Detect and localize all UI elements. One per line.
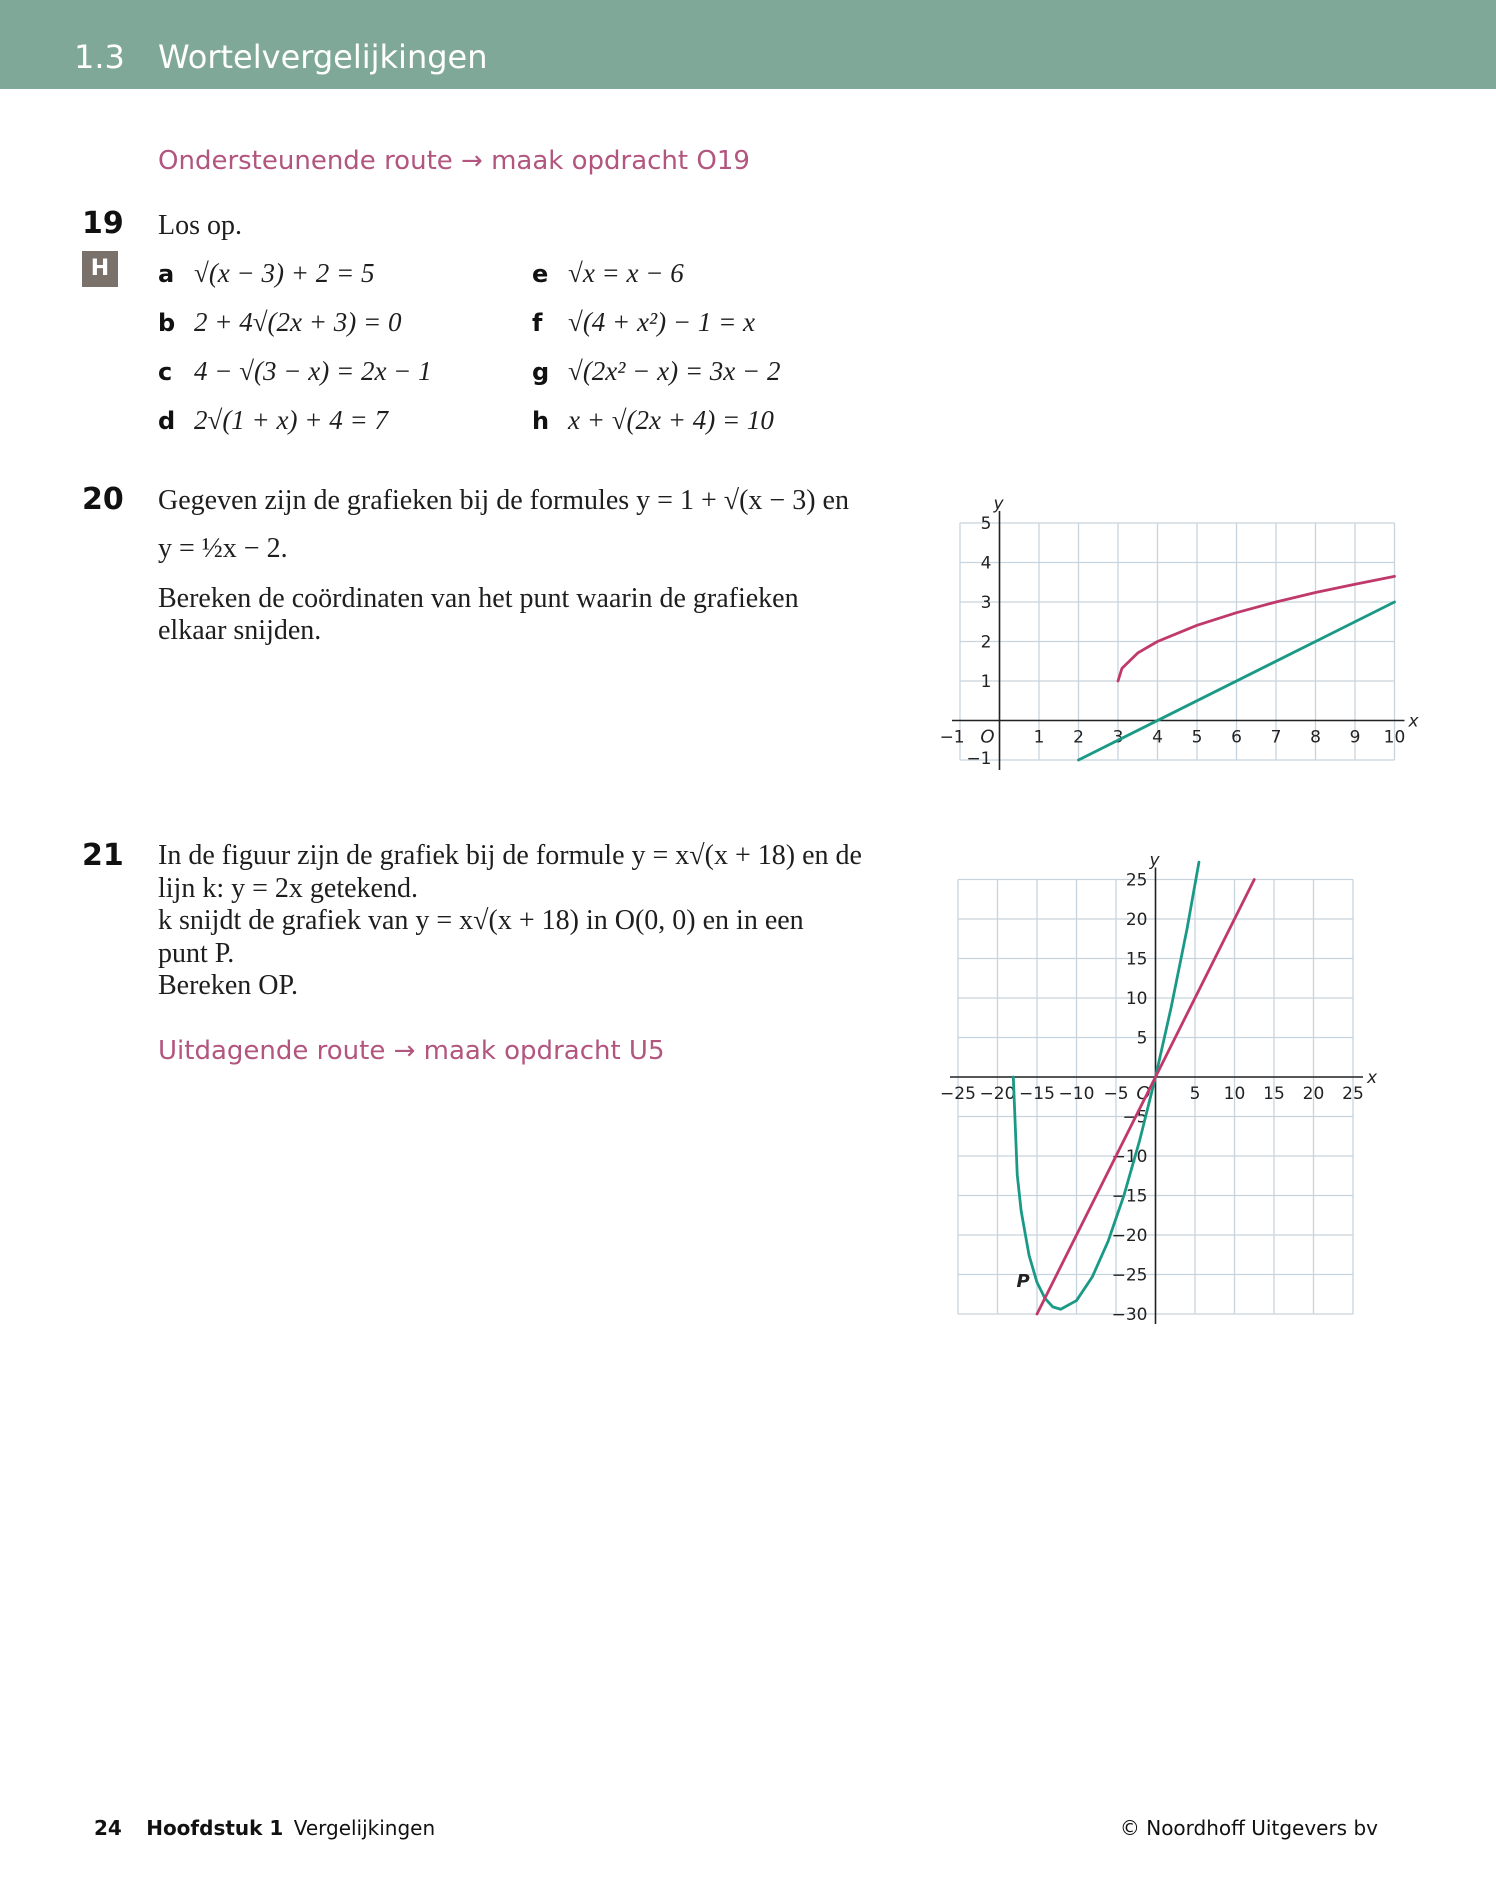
x-axis-label: x [1367, 1068, 1378, 1088]
item-letter-d: d [158, 407, 176, 435]
question-20-line-3: Bereken de coördinaten van het punt waarin de grafieken [158, 583, 799, 614]
question-number-20: 20 [82, 482, 124, 517]
x-tick-label: −25 [940, 1084, 976, 1104]
y-tick-label: −15 [1111, 1186, 1148, 1207]
question-20-line-1: Gegeven zijn de grafieken bij de formules y = 1 + √(x − 3) en [158, 485, 849, 516]
item-letter-g: g [532, 358, 550, 386]
x-tick-label: −5 [1103, 1084, 1129, 1104]
x-tick-label: 20 [1302, 1084, 1325, 1104]
difficulty-badge: H [82, 251, 118, 287]
equation-b: 2 + 4√(2x + 3) = 0 [194, 307, 402, 337]
item-letter-c: c [158, 358, 173, 386]
y-tick-label: 20 [1125, 910, 1148, 930]
y-tick-label: −25 [1111, 1265, 1148, 1286]
y-tick-label: −30 [1111, 1305, 1148, 1325]
chart-q21 [930, 848, 1380, 1328]
series-line-1 [1118, 576, 1395, 681]
chart-q20 [900, 490, 1419, 780]
question-20-line-2: y = ½x − 2. [158, 533, 288, 564]
equation-h: x + √(2x + 4) = 10 [568, 405, 774, 435]
x-tick-label: −20 [979, 1084, 1016, 1104]
x-tick-label: −15 [1019, 1084, 1055, 1104]
equation-e: √x = x − 6 [568, 258, 684, 288]
y-tick-label: 3 [980, 593, 992, 613]
y-tick-label: 15 [1125, 949, 1148, 970]
chapter-title: Vergelijkingen [293, 1816, 436, 1840]
section-number: 1.3 [74, 38, 125, 76]
y-axis-label: y [1149, 850, 1160, 871]
question-21-line-5: Bereken OP. [158, 970, 298, 1001]
section-title: Wortelvergelijkingen [158, 38, 488, 76]
x-tick-label: 7 [1270, 727, 1282, 748]
item-letter-a: a [158, 260, 175, 288]
x-tick-label: 6 [1231, 727, 1242, 748]
equation-g: √(2x² − x) = 3x − 2 [568, 356, 781, 386]
x-tick-label: 9 [1349, 727, 1361, 748]
question-number-21: 21 [82, 838, 124, 873]
y-axis-label: y [993, 494, 1004, 514]
question-number-19: 19 [82, 206, 124, 241]
x-tick-label: 5 [1191, 727, 1203, 748]
y-tick-label: −20 [1111, 1226, 1148, 1246]
equation-a: √(x − 3) + 2 = 5 [194, 258, 375, 288]
question-21-line-4: punt P. [158, 938, 235, 969]
x-tick-label: 25 [1342, 1084, 1364, 1104]
origin-label: O [980, 726, 995, 748]
publisher-copyright: © Noordhoff Uitgevers bv [1119, 1816, 1378, 1840]
route-supporting-link[interactable]: Ondersteunende route → maak opdracht O19 [158, 146, 750, 176]
y-tick-label: −5 [1122, 1107, 1148, 1128]
item-letter-b: b [158, 309, 176, 337]
question-20-line-4: elkaar snijden. [158, 615, 322, 646]
x-tick-label: −10 [1058, 1084, 1095, 1104]
x-tick-label: −1 [939, 727, 965, 748]
x-tick-label: 1 [1033, 727, 1045, 748]
y-tick-label: 5 [980, 514, 992, 534]
x-tick-label: 15 [1263, 1084, 1285, 1104]
equation-c: 4 − √(3 − x) = 2x − 1 [194, 356, 432, 386]
y-tick-label: 2 [980, 632, 992, 653]
origin-label: O [1136, 1083, 1151, 1104]
y-tick-label: 5 [1136, 1028, 1148, 1049]
item-letter-f: f [532, 309, 543, 337]
section-banner [0, 0, 1496, 89]
x-axis-label: x [1408, 711, 1419, 732]
x-tick-label: 5 [1189, 1084, 1201, 1104]
x-tick-label: 10 [1223, 1084, 1246, 1104]
question-21-line-3: k snijdt de grafiek van y = x√(x + 18) in O(0, 0) en in een [158, 905, 804, 936]
point-p-label: P [1016, 1271, 1030, 1293]
item-letter-h: h [532, 407, 550, 435]
y-tick-label: 25 [1125, 870, 1148, 891]
y-tick-label: 10 [1125, 989, 1148, 1009]
x-tick-label: 2 [1073, 727, 1084, 748]
equation-f: √(4 + x²) − 1 = x [568, 307, 756, 337]
y-tick-label: −10 [1111, 1147, 1148, 1167]
x-tick-label: 3 [1112, 727, 1124, 748]
x-tick-label: 10 [1383, 727, 1406, 748]
page-footer [94, 1816, 435, 1840]
item-letter-e: e [532, 260, 549, 288]
x-tick-label: 8 [1310, 727, 1321, 748]
page-number: 24 [94, 1816, 122, 1840]
y-tick-label: 1 [980, 672, 992, 692]
route-challenging-link[interactable]: Uitdagende route → maak opdracht U5 [158, 1036, 665, 1066]
question-21-line-2: lijn k: y = 2x getekend. [158, 873, 418, 904]
y-tick-label: 4 [980, 553, 992, 574]
chapter-label: Hoofdstuk 1 [146, 1816, 284, 1840]
question-19-intro: Los op. [158, 210, 242, 241]
x-tick-label: 4 [1152, 727, 1163, 748]
y-tick-label: −1 [966, 749, 992, 770]
question-21-line-1: In de figuur zijn de grafiek bij de formule y = x√(x + 18) en de [158, 840, 862, 871]
equation-d: 2√(1 + x) + 4 = 7 [194, 405, 388, 435]
